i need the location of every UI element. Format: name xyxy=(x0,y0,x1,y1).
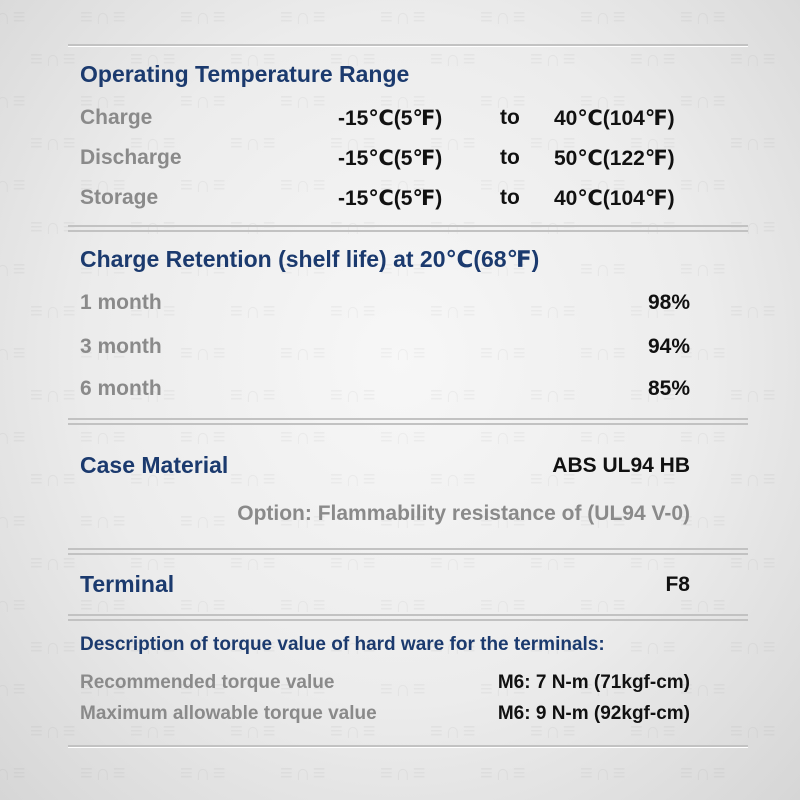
storage-from: -15℃(5℉) xyxy=(338,187,443,210)
retention-3-value: 85% xyxy=(647,377,690,400)
torque-recommended-value: M6: 7 N-m (71kgf-cm) xyxy=(497,672,690,693)
discharge-to: to xyxy=(500,146,520,169)
retention-2-label: 3 month xyxy=(80,335,162,358)
operating-title: Operating Temperature Range xyxy=(80,61,410,87)
torque-title: Description of torque value of hard ware for the terminals: xyxy=(80,634,605,655)
retention-title: Charge Retention (shelf life) at 20℃(68℉) xyxy=(80,246,540,272)
discharge-end: 50℃(122℉) xyxy=(554,147,675,170)
charge-label: Charge xyxy=(80,106,153,129)
storage-label: Storage xyxy=(80,186,159,209)
retention-1-value: 98% xyxy=(647,291,690,314)
charge-from: -15℃(5℉) xyxy=(338,107,443,130)
retention-1-label: 1 month xyxy=(80,291,162,314)
charge-end: 40℃(104℉) xyxy=(554,107,675,130)
divider xyxy=(68,44,748,47)
retention-2-value: 94% xyxy=(647,335,690,358)
torque-maximum-label: Maximum allowable torque value xyxy=(80,703,377,724)
divider xyxy=(68,614,748,621)
terminal-title: Terminal xyxy=(80,571,175,597)
case-title: Case Material xyxy=(80,452,229,478)
divider xyxy=(68,418,748,425)
storage-end: 40℃(104℉) xyxy=(554,187,675,210)
torque-maximum-value: M6: 9 N-m (92kgf-cm) xyxy=(497,703,690,724)
storage-to: to xyxy=(500,186,520,209)
divider xyxy=(68,548,748,555)
divider xyxy=(68,225,748,232)
case-value: ABS UL94 HB xyxy=(552,454,690,477)
torque-recommended-label: Recommended torque value xyxy=(80,672,335,693)
terminal-value: F8 xyxy=(665,573,690,596)
retention-3-label: 6 month xyxy=(80,377,162,400)
charge-to: to xyxy=(500,106,520,129)
discharge-label: Discharge xyxy=(80,146,182,169)
divider xyxy=(68,745,748,748)
case-option: Option: Flammability resistance of (UL94 V-0) xyxy=(237,502,690,525)
discharge-from: -15℃(5℉) xyxy=(338,147,443,170)
